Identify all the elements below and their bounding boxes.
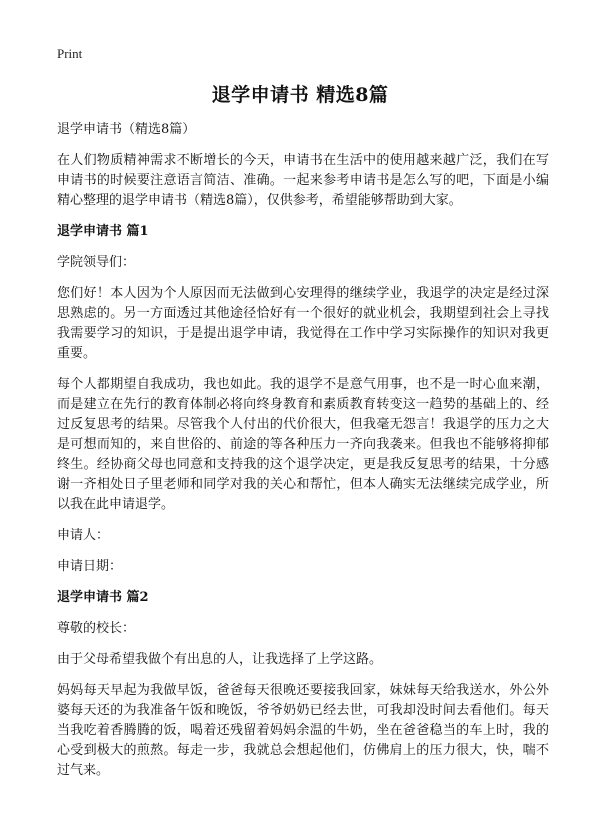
salutation-2: 尊敬的校长： xyxy=(57,621,136,636)
applicant-label: 申请人： xyxy=(57,528,110,543)
document-body xyxy=(57,120,549,792)
paragraph-1-1: 您们好！本人因为个人原因而无法做到心安理得的继续学业，我退学的决定是经过深思熟虑的。另一方面透过其他途径恰好有一个很好的就业机会，我期望到社会上寻找我需要学习的知识，于是提出退学申请，我觉得在工作中学习实际操作的知识对我更重要。 xyxy=(57,286,549,361)
print-link[interactable]: Print xyxy=(57,46,83,61)
paragraph-2-1: 由于父母希望我做个有出息的人，让我选择了上学这路。 xyxy=(57,652,383,667)
date-label: 申请日期： xyxy=(57,559,123,574)
section-heading-2: 退学申请书 篇2 xyxy=(57,590,149,605)
paragraph-1-2: 每个人都期望自我成功，我也如此。我的退学不是意气用事，也不是一时心血来潮，而是建立在先行的教育体制必将向终身教育和素质教育转变这一趋势的基础上的、经过反复思考的结果。尽管我个人付出的代价很大，但我毫无怨言！我退学的压力之大是可想而知的，来自世俗的、前途的等各种压力一齐向我袭来。但我也不能够将抑郁终生。经协商父母也同意和支持我的这个退学决定，更是我反复思考的结果，十分感谢一齐相处日子里老师和同学对我的关心和帮忙，但本人确实无法继续完成学业，所以我在此申请退学。 xyxy=(57,377,549,512)
document-subtitle: 退学申请书（精选8篇） xyxy=(57,122,196,137)
section-heading-1: 退学申请书 篇1 xyxy=(57,224,149,239)
salutation-1: 学院领导们： xyxy=(57,255,136,270)
document-title: 退学申请书 精选8篇 xyxy=(211,84,389,106)
intro-paragraph: 在人们物质精神需求不断增长的今天，申请书在生活中的使用越来越广泛，我们在写申请书的时候要注意语言简洁、准确。一起来参考申请书是怎么写的吧，下面是小编精心整理的退学申请书（精选8篇），仅供参考，希望能够帮助到大家。 xyxy=(57,153,549,208)
paragraph-2-2: 妈妈每天早起为我做早饭，爸爸每天很晚还要接我回家，妹妹每天给我送水，外公外婆每天还的为我准备午饭和晚饭，爷爷奶奶已经去世，可我却没时间去看他们。每天当我吃着香腾腾的饭，喝着还残留着妈妈余温的牛奶，坐在爸爸稳当的车上时，我的心受到极大的煎熬。每走一步，我就总会想起他们，仿佛肩上的压力很大，快，喘不过气来。 xyxy=(57,683,549,778)
